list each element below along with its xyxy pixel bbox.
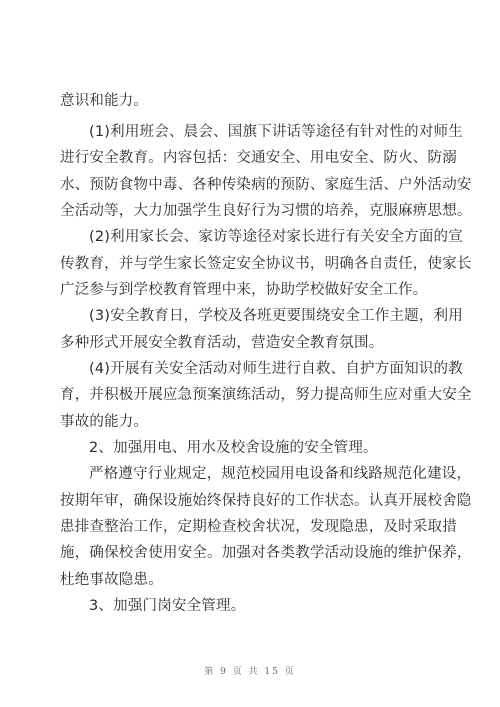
text-line: 育，并积极开展应急预案演练活动，努力提高师生应对重大安全: [60, 387, 472, 403]
text-line: 多种形式开展安全教育活动，营造安全教育氛围。: [60, 335, 384, 351]
text-line: 事故的能力。: [60, 414, 149, 430]
section-heading: 2、加强用电、用水及校舍设施的安全管理。: [89, 440, 378, 456]
text-line: (1)利用班会、晨会、国旗下讲话等途径有针对性的对师生: [89, 124, 463, 140]
text-line: 进行安全教育。内容包括：交通安全、用电安全、防火、防溺: [60, 150, 457, 166]
page-number-footer: 第 9 页 共 15 页: [204, 667, 296, 677]
text-line: 传教育，并与学生家长签定安全协议书，明确各自责任，使家长: [60, 256, 472, 272]
text-line: 水、预防食物中毒、各种传染病的预防、家庭生活、户外活动安: [60, 177, 472, 193]
text-line: (2)利用家长会、家访等途径对家长进行有关安全方面的宣: [89, 229, 463, 245]
text-line: 全活动等，大力加强学生良好行为习惯的培养，克服麻痹思想。: [60, 203, 472, 219]
text-line: 严格遵守行业规定，规范校园用电设备和线路规范化建设，: [89, 466, 472, 482]
text-line: (3)安全教育日，学校及各班更要围绕安全工作主题，利用: [89, 308, 463, 324]
text-line: 意识和能力。: [60, 93, 149, 109]
text-line: 施，确保校舍使用安全。加强对各类教学活动设施的维护保养，: [60, 545, 472, 561]
text-line: 杜绝事故隐患。: [60, 572, 163, 588]
text-line: 广泛参与到学校教育管理中来，协助学校做好安全工作。: [60, 282, 428, 298]
text-line: 按期年审，确保设施始终保持良好的工作状态。认真开展校舍隐: [60, 493, 472, 509]
text-line: 患排查整治工作，定期检查校舍状况，发现隐患，及时采取措: [60, 519, 457, 535]
section-heading: 3、加强门岗安全管理。: [89, 598, 246, 614]
text-line: (4)开展有关安全活动对师生进行自救、自护方面知识的教: [89, 361, 463, 377]
